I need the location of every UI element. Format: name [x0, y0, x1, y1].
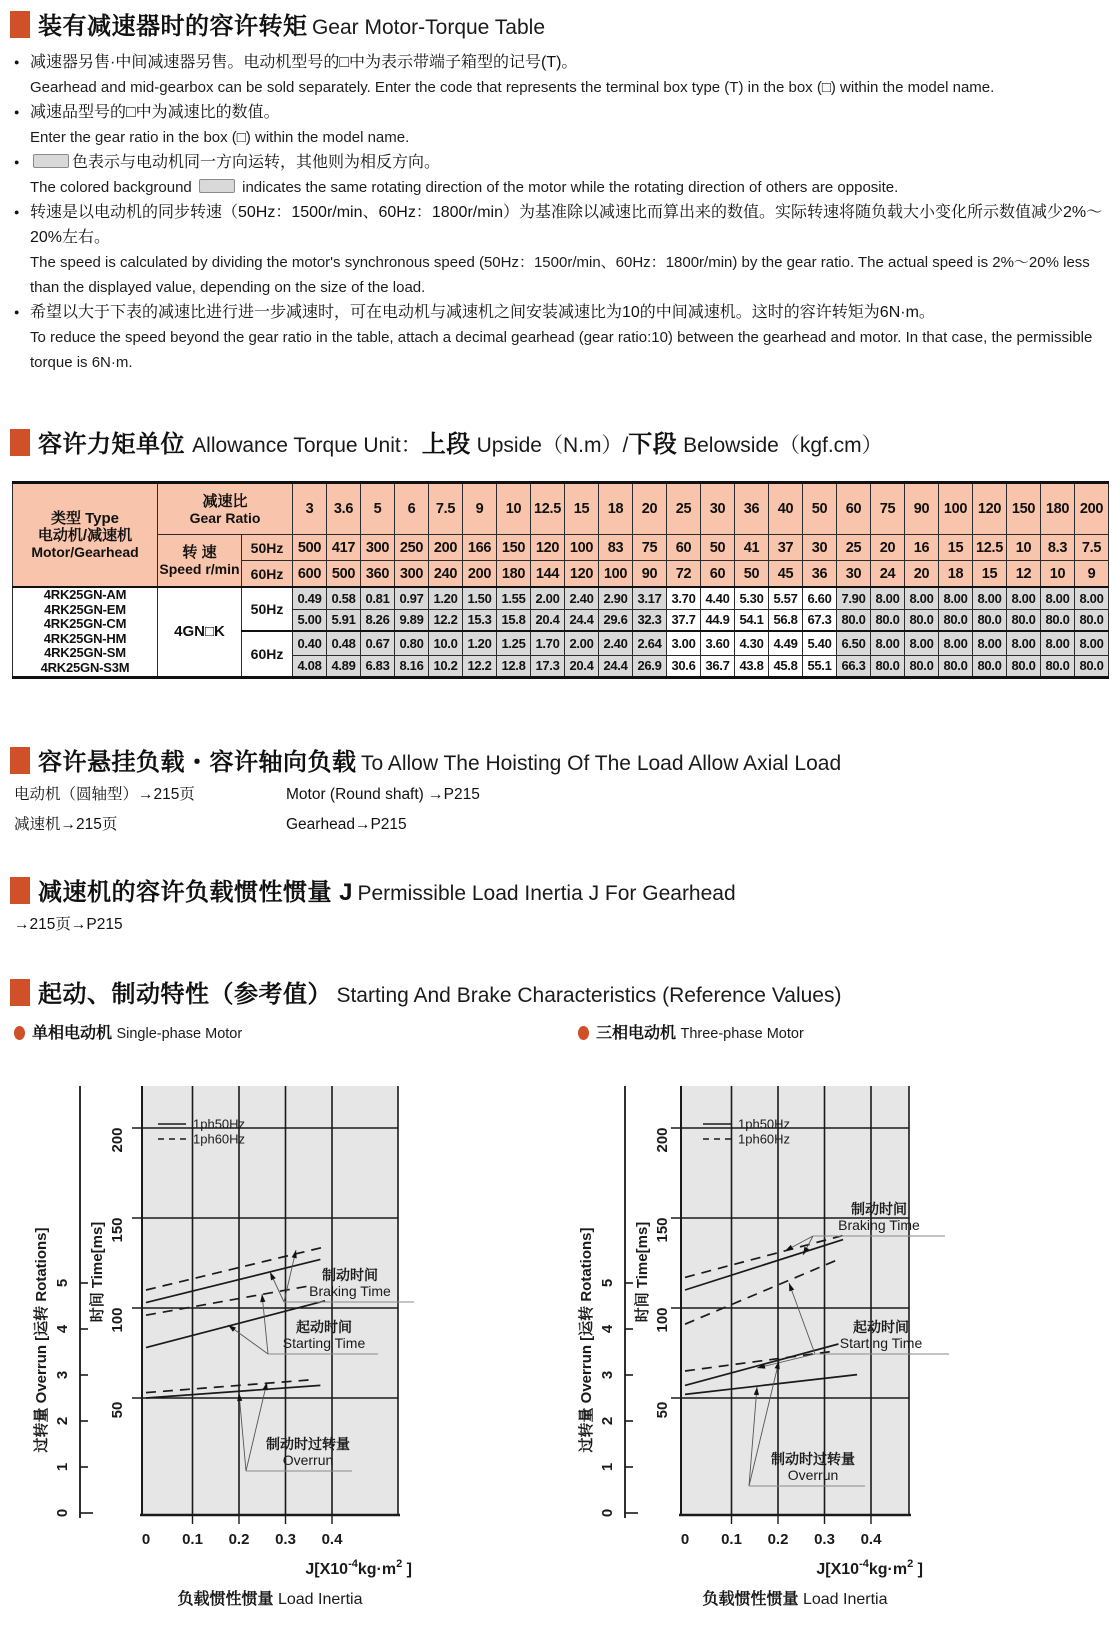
torque-cell: 12.8: [497, 655, 531, 677]
torque-cell: 6.60: [803, 587, 837, 609]
torque-cell: 80.0: [871, 655, 905, 677]
three-phase-plot: [563, 1040, 1108, 1630]
chart-text: Overrun: [282, 1452, 334, 1468]
gear-ratio-cell: 90: [905, 483, 939, 535]
freq-60hz-cell: 60Hz: [242, 631, 293, 677]
torque-cell: 43.8: [735, 655, 769, 677]
note-text-en: Gearhead and mid-gearbox can be sold separately. Enter the code that represents the terminal box type (T) in the box (□) within the model name.: [30, 79, 995, 96]
gear-ratio-cell: 15: [565, 483, 599, 535]
torque-cell: 24.4: [599, 655, 633, 677]
speed-cell: 12.5: [973, 535, 1007, 561]
torque-cell: 12.2: [463, 655, 497, 677]
chart-text: 起动时间: [296, 1319, 352, 1335]
torque-cell: 80.0: [1075, 609, 1109, 631]
speed-cell: 15: [939, 535, 973, 561]
speed-cell: 150: [497, 535, 531, 561]
bullet-icon: ●: [14, 107, 20, 117]
gear-ratio-cell: 150: [1007, 483, 1041, 535]
speed-cell: 120: [565, 561, 599, 588]
chart-text: Starting Time: [282, 1335, 366, 1351]
chart-text: 0: [599, 1508, 616, 1518]
torque-cell: 55.1: [803, 655, 837, 677]
torque-cell: 8.00: [1007, 587, 1041, 609]
speed-cell: 500: [327, 561, 361, 588]
section-marker-icon: [10, 979, 30, 1006]
torque-cell: 8.00: [905, 587, 939, 609]
heading-segment: Belowside（kgf.cm）: [677, 434, 883, 457]
direction-color-swatch: [33, 154, 69, 168]
speed-cell: 75: [633, 535, 667, 561]
note-item: [14, 50, 1106, 100]
torque-cell: 4.89: [327, 655, 361, 677]
gear-ratio-cell: 7.5: [429, 483, 463, 535]
section-heading-gear-motor-torque: [10, 6, 545, 41]
torque-cell: 80.0: [1075, 655, 1109, 677]
section-title-en: To Allow The Hoisting Of The Load Allow Axial Load: [360, 752, 842, 775]
torque-cell: 80.0: [1041, 609, 1075, 631]
gear-ratio-cell: 3.6: [327, 483, 361, 535]
chart-text: Starting Time: [839, 1335, 923, 1351]
speed-cell: 24: [871, 561, 905, 588]
torque-cell: 30.6: [667, 655, 701, 677]
hoisting-ref-row: [14, 782, 480, 804]
chart-text: 0: [680, 1531, 690, 1548]
chart-text: 时间 Time[ms]: [89, 1221, 106, 1323]
speed-cell: 41: [735, 535, 769, 561]
speed-cell: 60: [701, 561, 735, 588]
chart-text: Overrun: [787, 1467, 839, 1483]
torque-cell: 1.50: [463, 587, 497, 609]
speed-cell: 120: [531, 535, 565, 561]
gear-ratio-cell: 36: [735, 483, 769, 535]
gear-ratio-cell: 12.5: [531, 483, 565, 535]
torque-cell: 1.20: [463, 631, 497, 655]
note-text-cjk: ● 减速器另售·中间减速器另售。电动机型号的□中为表示带端子箱型的记号(T)。: [14, 50, 1106, 75]
speed-cell: 240: [429, 561, 463, 588]
note-item: [14, 200, 1106, 300]
torque-cell: 8.00: [1075, 631, 1109, 655]
gear-ratio-header-cell: 减速比 Gear Ratio: [158, 483, 293, 535]
speed-cell: 25: [837, 535, 871, 561]
torque-cell: 8.00: [905, 631, 939, 655]
torque-cell: 2.40: [599, 631, 633, 655]
x-axis-label: $J[X10^{-4}kg\cdot m^2$ ]: [816, 1558, 923, 1578]
torque-cell: 66.3: [837, 655, 871, 677]
three-phase-chart: [563, 1040, 1108, 1635]
torque-cell: 8.00: [1041, 631, 1075, 655]
torque-cell: 5.30: [735, 587, 769, 609]
torque-cell: 17.3: [531, 655, 565, 677]
subheading-cjk: 三相电动机: [596, 1025, 677, 1042]
section-title-cjk: 减速机的容许负载惯性惯量 J: [38, 879, 354, 906]
torque-cell: 4.08: [293, 655, 327, 677]
speed-cell: 8.3: [1041, 535, 1075, 561]
torque-cell: 6.83: [361, 655, 395, 677]
torque-cell: 45.8: [769, 655, 803, 677]
motor-round-shaft-ref-cjk: 电动机（圆轴型）→215页: [14, 786, 195, 803]
gearhead-ref-cjk: 减速机→215页: [14, 816, 118, 833]
heading-segment: 上段: [421, 431, 471, 458]
chart-text: 50: [109, 1401, 126, 1419]
chart-text: 1ph60Hz: [193, 1131, 246, 1147]
speed-cell: 20: [905, 561, 939, 588]
section-title-cjk: 容许悬挂负载・容许轴向负载: [38, 749, 357, 776]
torque-cell: 8.00: [939, 631, 973, 655]
torque-cell: 7.90: [837, 587, 871, 609]
speed-cell: 180: [497, 561, 531, 588]
torque-cell: 1.70: [531, 631, 565, 655]
torque-cell: 20.4: [565, 655, 599, 677]
torque-cell: 2.40: [565, 587, 599, 609]
torque-cell: 15.3: [463, 609, 497, 631]
inertia-page-ref: →215页→P215: [14, 916, 123, 933]
chart-text: 0.3: [814, 1531, 835, 1548]
chart-text: 2: [54, 1416, 71, 1426]
chart-text: 150: [109, 1217, 126, 1243]
freq-50hz-header: 50Hz: [242, 535, 293, 561]
chart-text: 1: [599, 1462, 616, 1472]
motor-model-list: 4RK25GN-AM 4RK25GN-EM 4RK25GN-CM 4RK25GN-HM 4RK25GN-SM 4RK25GN-S3M: [13, 587, 158, 677]
chart-text: 1: [54, 1462, 71, 1472]
chart-caption: 负载惯性惯量 Load Inertia: [702, 1591, 888, 1608]
torque-cell: 2.00: [565, 631, 599, 655]
torque-cell: 0.67: [361, 631, 395, 655]
speed-cell: 15: [973, 561, 1007, 588]
notes-list: [14, 50, 1106, 375]
torque-cell: 29.6: [599, 609, 633, 631]
gear-ratio-cell: 180: [1041, 483, 1075, 535]
torque-cell: 8.00: [939, 587, 973, 609]
gear-ratio-cell: 25: [667, 483, 701, 535]
gear-ratio-cell: 60: [837, 483, 871, 535]
torque-cell: 10.0: [429, 631, 463, 655]
heading-segment: 下段: [628, 431, 678, 458]
torque-cell: 2.64: [633, 631, 667, 655]
speed-cell: 30: [837, 561, 871, 588]
torque-cell: 37.7: [667, 609, 701, 631]
heading-segment: 容许力矩单位: [38, 431, 193, 458]
torque-cell: 0.58: [327, 587, 361, 609]
chart-text: 200: [109, 1127, 126, 1153]
torque-cell: 8.16: [395, 655, 429, 677]
gear-ratio-cell: 100: [939, 483, 973, 535]
chart-text: 制动时间: [322, 1267, 378, 1283]
torque-cell: 80.0: [837, 609, 871, 631]
section-title-en: Permissible Load Inertia J For Gearhead: [357, 882, 736, 905]
torque-cell: 4.30: [735, 631, 769, 655]
gear-ratio-cell: 40: [769, 483, 803, 535]
note-text-cjk: ● 减速品型号的□中为减速比的数值。: [14, 100, 1106, 125]
gearhead-ref-en: Gearhead→P215: [286, 816, 407, 833]
speed-cell: 16: [905, 535, 939, 561]
gear-ratio-cell: 20: [633, 483, 667, 535]
chart-text: 1ph60Hz: [738, 1131, 791, 1147]
heading-segment: Allowance Torque Unit：: [192, 434, 422, 457]
torque-cell: 0.97: [395, 587, 429, 609]
torque-cell: 3.70: [667, 587, 701, 609]
torque-cell: 24.4: [565, 609, 599, 631]
section-marker-icon: [10, 747, 30, 774]
torque-cell: 44.9: [701, 609, 735, 631]
x-axis-label: $J[X10^{-4}kg\cdot m^2$ ]: [305, 1558, 412, 1578]
section-marker-icon: [10, 877, 30, 904]
torque-cell: 5.00: [293, 609, 327, 631]
torque-cell: 80.0: [1041, 655, 1075, 677]
torque-cell: 5.91: [327, 609, 361, 631]
chart-caption: 负载惯性惯量 Load Inertia: [177, 1591, 363, 1608]
type-header-cell: 类型 Type 电动机/减速机 Motor/Gearhead: [13, 483, 158, 588]
torque-cell: 80.0: [939, 655, 973, 677]
chart-text: 0.1: [182, 1531, 203, 1548]
torque-cell: 10.2: [429, 655, 463, 677]
torque-cell: 8.00: [1075, 587, 1109, 609]
note-text-cjk: ● 色表示与电动机同一方向运转，其他则为相反方向。: [14, 150, 1106, 175]
torque-cell: 15.8: [497, 609, 531, 631]
chart-text: 3: [54, 1370, 71, 1380]
chart-text: 2: [599, 1416, 616, 1426]
torque-cell: 67.3: [803, 609, 837, 631]
chart-text: 0: [141, 1531, 151, 1548]
chart-text: 过转量 Overrun [运转 Rotations]: [578, 1227, 595, 1453]
section-marker-icon: [10, 429, 30, 456]
torque-cell: 0.48: [327, 631, 361, 655]
speed-cell: 100: [599, 561, 633, 588]
chart-text: 0: [54, 1508, 71, 1518]
gear-ratio-cell: 120: [973, 483, 1007, 535]
chart-text: 0.4: [860, 1531, 882, 1548]
torque-cell: 6.50: [837, 631, 871, 655]
section-title-cjk: 起动、制动特性（参考值）: [38, 981, 332, 1008]
motor-round-shaft-ref-en: Motor (Round shaft) →P215: [286, 786, 480, 803]
torque-cell: 1.25: [497, 631, 531, 655]
chart-text: 制动时间: [851, 1201, 907, 1217]
single-phase-plot: [18, 1040, 563, 1630]
bullet-dot-icon: [578, 1026, 589, 1040]
speed-cell: 12: [1007, 561, 1041, 588]
torque-cell: 80.0: [939, 609, 973, 631]
bullet-icon: ●: [14, 307, 20, 317]
speed-cell: 20: [871, 535, 905, 561]
speed-cell: 72: [667, 561, 701, 588]
section-marker-icon: [10, 11, 30, 38]
chart-text: 50: [654, 1401, 671, 1419]
chart-text: 1ph50Hz: [738, 1116, 791, 1132]
speed-cell: 144: [531, 561, 565, 588]
torque-cell: 0.49: [293, 587, 327, 609]
chart-text: Braking Time: [838, 1217, 920, 1233]
note-text-en: The speed is calculated by dividing the motor's synchronous speed (50Hz：1500r/min、60Hz：1800r/min) by the gear ratio. The actual speed is 2%～20% less than the displayed value, depending on the size of the load.: [30, 254, 1090, 296]
speed-cell: 36: [803, 561, 837, 588]
gearhead-model-cell: 4GN□K: [158, 587, 242, 677]
torque-cell: 36.7: [701, 655, 735, 677]
chart-text: 100: [109, 1307, 126, 1333]
torque-cell: 1.55: [497, 587, 531, 609]
speed-cell: 500: [293, 535, 327, 561]
speed-cell: 18: [939, 561, 973, 588]
speed-cell: 7.5: [1075, 535, 1109, 561]
chart-text: 时间 Time[ms]: [634, 1221, 651, 1323]
torque-cell: 9.89: [395, 609, 429, 631]
torque-cell: 0.80: [395, 631, 429, 655]
section-heading-hoisting-axial-load: [10, 742, 841, 777]
chart-text: 5: [599, 1278, 616, 1288]
chart-text: 3: [599, 1370, 616, 1380]
freq-60hz-header: 60Hz: [242, 561, 293, 588]
heading-segment: Upside（N.m）/: [470, 434, 629, 457]
torque-cell: 5.57: [769, 587, 803, 609]
section-title-en: Gear Motor-Torque Table: [311, 16, 546, 39]
note-text-cjk: ● 转速是以电动机的同步转速（50Hz：1500r/min、60Hz：1800r/min）为基准除以减速比而算出来的数值。实际转速将随负载大小变化所示数值减少2%～20%左右。: [14, 200, 1106, 250]
gear-ratio-cell: 200: [1075, 483, 1109, 535]
chart-text: 0.2: [767, 1531, 789, 1548]
speed-cell: 100: [565, 535, 599, 561]
speed-cell: 200: [463, 561, 497, 588]
speed-cell: 250: [395, 535, 429, 561]
gear-ratio-cell: 3: [293, 483, 327, 535]
speed-cell: 60: [667, 535, 701, 561]
speed-cell: 83: [599, 535, 633, 561]
note-item: [14, 150, 1106, 200]
gear-ratio-cell: 6: [395, 483, 429, 535]
chart-text: 4: [54, 1324, 71, 1334]
torque-cell: 3.17: [633, 587, 667, 609]
chart-text: 1ph50Hz: [193, 1116, 246, 1132]
chart-text: 过转量 Overrun [运转 Rotations]: [33, 1227, 50, 1453]
speed-cell: 10: [1007, 535, 1041, 561]
chart-text: 5: [54, 1278, 71, 1288]
torque-cell: 5.40: [803, 631, 837, 655]
section-title-cjk: 装有减速器时的容许转矩: [38, 13, 308, 40]
torque-cell: 80.0: [905, 655, 939, 677]
speed-cell: 10: [1041, 561, 1075, 588]
speed-cell: 30: [803, 535, 837, 561]
torque-cell: 0.40: [293, 631, 327, 655]
speed-cell: 45: [769, 561, 803, 588]
torque-cell: 54.1: [735, 609, 769, 631]
single-phase-chart: [18, 1040, 563, 1635]
torque-cell: 80.0: [905, 609, 939, 631]
speed-header-cell: 转 速 Speed r/min: [158, 535, 242, 588]
torque-cell: 8.00: [973, 587, 1007, 609]
chart-text: 0.2: [228, 1531, 250, 1548]
torque-cell: 8.00: [871, 587, 905, 609]
torque-table: [12, 481, 1109, 679]
gear-motor-torque-table: [12, 481, 1109, 679]
speed-cell: 300: [395, 561, 429, 588]
torque-cell: 8.26: [361, 609, 395, 631]
subheading-en: Three-phase Motor: [680, 1026, 804, 1042]
chart-text: 起动时间: [853, 1319, 909, 1335]
speed-cell: 200: [429, 535, 463, 561]
torque-cell: 80.0: [871, 609, 905, 631]
speed-cell: 50: [735, 561, 769, 588]
torque-cell: 8.00: [973, 631, 1007, 655]
gear-ratio-cell: 30: [701, 483, 735, 535]
section-heading-permissible-load-inertia: [10, 872, 736, 907]
chart-text: 100: [654, 1307, 671, 1333]
speed-cell: 50: [701, 535, 735, 561]
speed-cell: 90: [633, 561, 667, 588]
bullet-dot-icon: [14, 1026, 25, 1040]
torque-cell: 4.40: [701, 587, 735, 609]
section-title-en: Starting And Brake Characteristics (Reference Values): [336, 984, 842, 1007]
bullet-icon: ●: [14, 57, 20, 67]
torque-cell: 26.9: [633, 655, 667, 677]
note-text-cjk: ● 希望以大于下表的减速比进行进一步减速时，可在电动机与减速机之间安装减速比为10的中间减速机。这时的容许转矩为6N·m。: [14, 300, 1106, 325]
torque-cell: 80.0: [973, 655, 1007, 677]
torque-cell: 80.0: [973, 609, 1007, 631]
gear-ratio-cell: 50: [803, 483, 837, 535]
torque-cell: 1.20: [429, 587, 463, 609]
section-heading-starting-brake: [10, 974, 841, 1009]
chart-text: 0.1: [721, 1531, 742, 1548]
torque-cell: 3.60: [701, 631, 735, 655]
torque-cell: 8.00: [871, 631, 905, 655]
torque-cell: 2.90: [599, 587, 633, 609]
chart-text: 4: [599, 1324, 616, 1334]
note-item: [14, 300, 1106, 375]
gear-ratio-cell: 10: [497, 483, 531, 535]
bullet-icon: ●: [14, 207, 20, 217]
speed-cell: 417: [327, 535, 361, 561]
gear-ratio-cell: 18: [599, 483, 633, 535]
chart-text: 0.3: [275, 1531, 296, 1548]
note-text-en: To reduce the speed beyond the gear ratio in the table, attach a decimal gearhead (gear ratio:10) between the gearhead and motor. In that case, the permissible torque is 6N·m.: [30, 329, 1093, 371]
chart-text: 制动时过转量: [266, 1436, 350, 1452]
torque-cell: 12.2: [429, 609, 463, 631]
torque-cell: 2.00: [531, 587, 565, 609]
torque-cell: 80.0: [1007, 609, 1041, 631]
torque-cell: 32.3: [633, 609, 667, 631]
note-text-en: Enter the gear ratio in the box (□) within the model name.: [30, 129, 410, 146]
chart-text: 0.4: [321, 1531, 343, 1548]
speed-cell: 300: [361, 535, 395, 561]
speed-cell: 166: [463, 535, 497, 561]
torque-cell: 20.4: [531, 609, 565, 631]
direction-color-swatch: [199, 179, 235, 193]
torque-cell: 3.00: [667, 631, 701, 655]
gear-ratio-cell: 75: [871, 483, 905, 535]
torque-cell: 8.00: [1007, 631, 1041, 655]
gear-ratio-cell: 9: [463, 483, 497, 535]
torque-cell: 4.49: [769, 631, 803, 655]
chart-text: 制动时过转量: [771, 1451, 855, 1467]
chart-text: Braking Time: [309, 1283, 391, 1299]
note-item: [14, 100, 1106, 150]
speed-cell: 9: [1075, 561, 1109, 588]
bullet-icon: ●: [14, 157, 20, 167]
torque-cell: 0.81: [361, 587, 395, 609]
torque-cell: 56.8: [769, 609, 803, 631]
note-text-en: The colored background indicates the same rotating direction of the motor while the rotating direction of others are opposite.: [30, 179, 899, 196]
gear-ratio-cell: 5: [361, 483, 395, 535]
speed-cell: 37: [769, 535, 803, 561]
subheading-en: Single-phase Motor: [116, 1026, 243, 1042]
speed-cell: 360: [361, 561, 395, 588]
chart-text: 200: [654, 1127, 671, 1153]
freq-50hz-cell: 50Hz: [242, 587, 293, 631]
subheading-cjk: 单相电动机: [32, 1025, 113, 1042]
torque-cell: 8.00: [1041, 587, 1075, 609]
chart-text: 150: [654, 1217, 671, 1243]
speed-cell: 600: [293, 561, 327, 588]
torque-cell: 80.0: [1007, 655, 1041, 677]
section-heading-allowance-torque-unit: [10, 424, 883, 459]
hoisting-ref-row: [14, 812, 407, 834]
